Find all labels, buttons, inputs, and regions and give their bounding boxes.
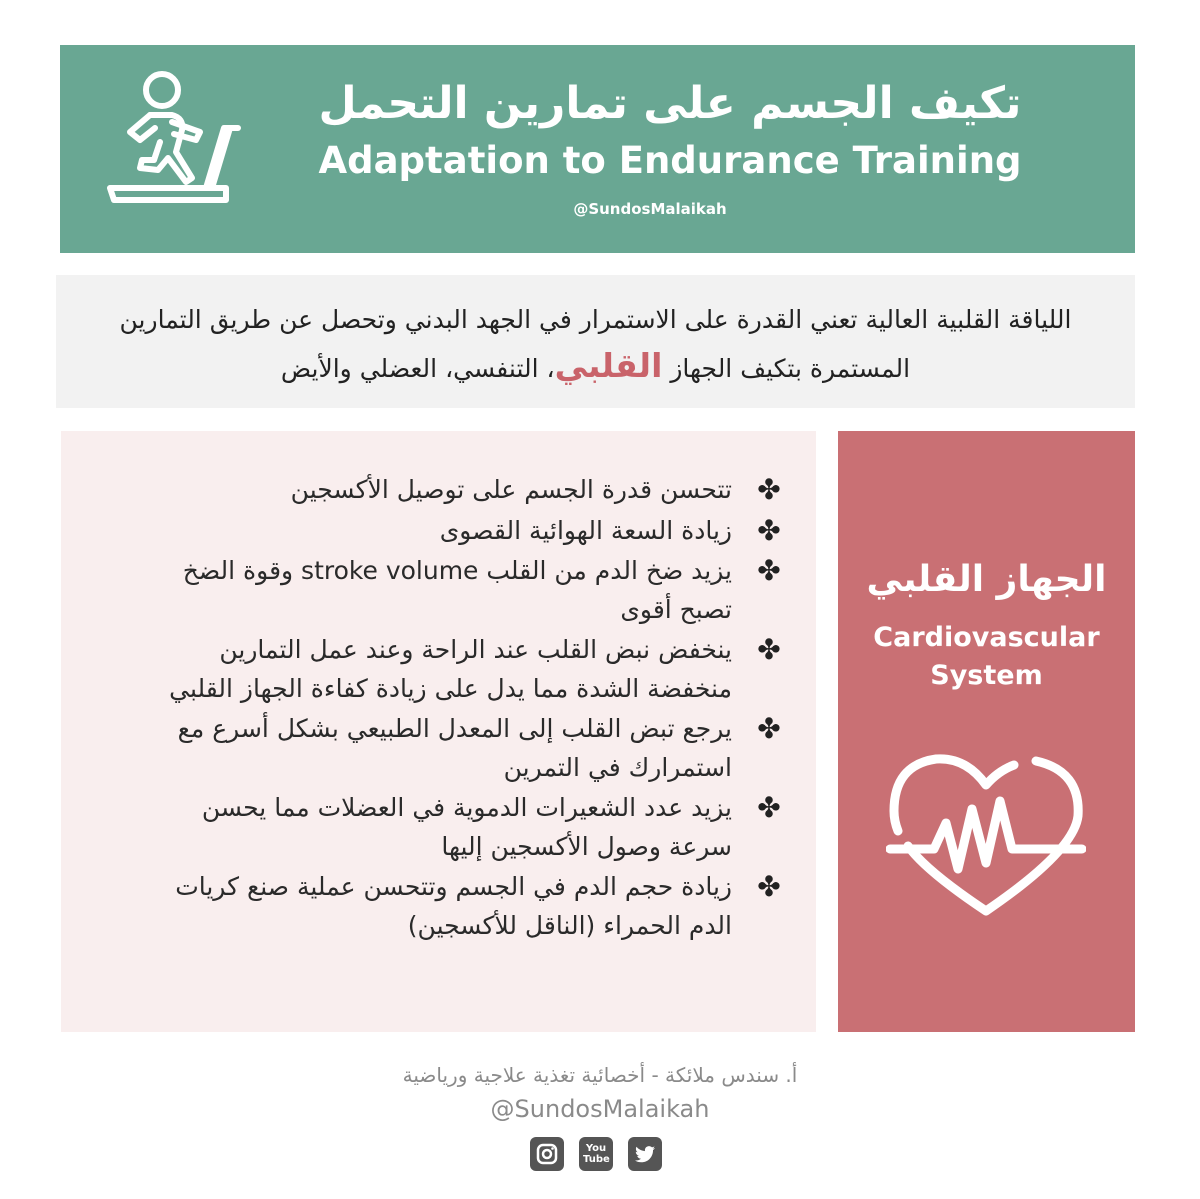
header-banner: [60, 45, 1135, 253]
footer-handle: @SundosMalaikah: [490, 1095, 710, 1123]
list-item-text: تتحسن قدرة الجسم على توصيل الأكسجين: [290, 475, 732, 504]
intro-text: [106, 297, 1085, 392]
bullet-icon: ✤: [757, 791, 781, 824]
cardio-title-arabic: الجهاز القلبي: [866, 559, 1107, 600]
list-item-text: ينخفض نبض القلب عند الراحة وعند عمل التمارين منخفضة الشدة مما يدل على زيادة كفاءة الجهاز القلبي: [169, 635, 732, 703]
bullet-icon: ✤: [757, 712, 781, 745]
cardio-title-line2: System: [930, 660, 1043, 691]
bullet-icon: ✤: [757, 554, 781, 587]
adaptations-list: [144, 471, 784, 947]
list-item-text: يزيد ضخ الدم من القلب stroke volume وقوة الضخ تصبح أقوى: [182, 556, 732, 624]
bullet-icon: ✤: [757, 473, 781, 506]
intro-part1: اللياقة القلبية العالية تعني القدرة على الاستمرار في الجهد البدني وتحصل عن طريق التمارين المستمرة بتكيف الجهاز: [119, 305, 1072, 383]
list-item: [144, 710, 784, 787]
adaptations-panel: [61, 431, 816, 1032]
cardio-title-english: [838, 619, 1135, 695]
intro-highlight: القلبي: [554, 346, 663, 385]
list-item-text: زيادة حجم الدم في الجسم وتتحسن عملية صنع كريات الدم الحمراء (الناقل للأكسجين): [175, 872, 732, 940]
cardio-title-line1: Cardiovascular: [873, 622, 1100, 653]
list-item-text: يرجع تبض القلب إلى المعدل الطبيعي بشكل أسرع مع استمرارك في التمرين: [177, 714, 732, 782]
list-item: [144, 512, 784, 551]
bullet-icon: ✤: [757, 633, 781, 666]
title-english: Adaptation to Endurance Training: [318, 139, 1022, 182]
instagram-icon[interactable]: [530, 1137, 564, 1171]
list-item: [144, 789, 784, 866]
header-handle: @SundosMalaikah: [573, 200, 727, 218]
heart-pulse-icon: [886, 751, 1086, 921]
social-icons: [530, 1137, 670, 1173]
list-item: [144, 471, 784, 510]
cardiovascular-panel: [838, 431, 1135, 1032]
list-item: [144, 631, 784, 708]
bullet-icon: ✤: [757, 870, 781, 903]
list-item-text: يزيد عدد الشعيرات الدموية في العضلات مما يحسن سرعة وصول الأكسجين إليها: [201, 793, 732, 861]
youtube-label: You Tube: [583, 1143, 610, 1165]
bullet-icon: ✤: [757, 513, 781, 547]
treadmill-runner-icon: [100, 70, 250, 220]
youtube-icon[interactable]: [579, 1137, 613, 1171]
list-item: [144, 552, 784, 629]
author-credit: أ. سندس ملائكة - أخصائية تغذية علاجية ورياضية: [402, 1063, 798, 1087]
list-item-text: زيادة السعة الهوائية القصوى: [439, 515, 732, 545]
list-item: [144, 868, 784, 945]
intro-part2: ، التنفسي، العضلي والأيض: [280, 354, 555, 383]
twitter-icon[interactable]: [628, 1137, 662, 1171]
intro-box: [56, 275, 1135, 408]
title-arabic: تكيف الجسم على تمارين التحمل: [318, 78, 1022, 129]
